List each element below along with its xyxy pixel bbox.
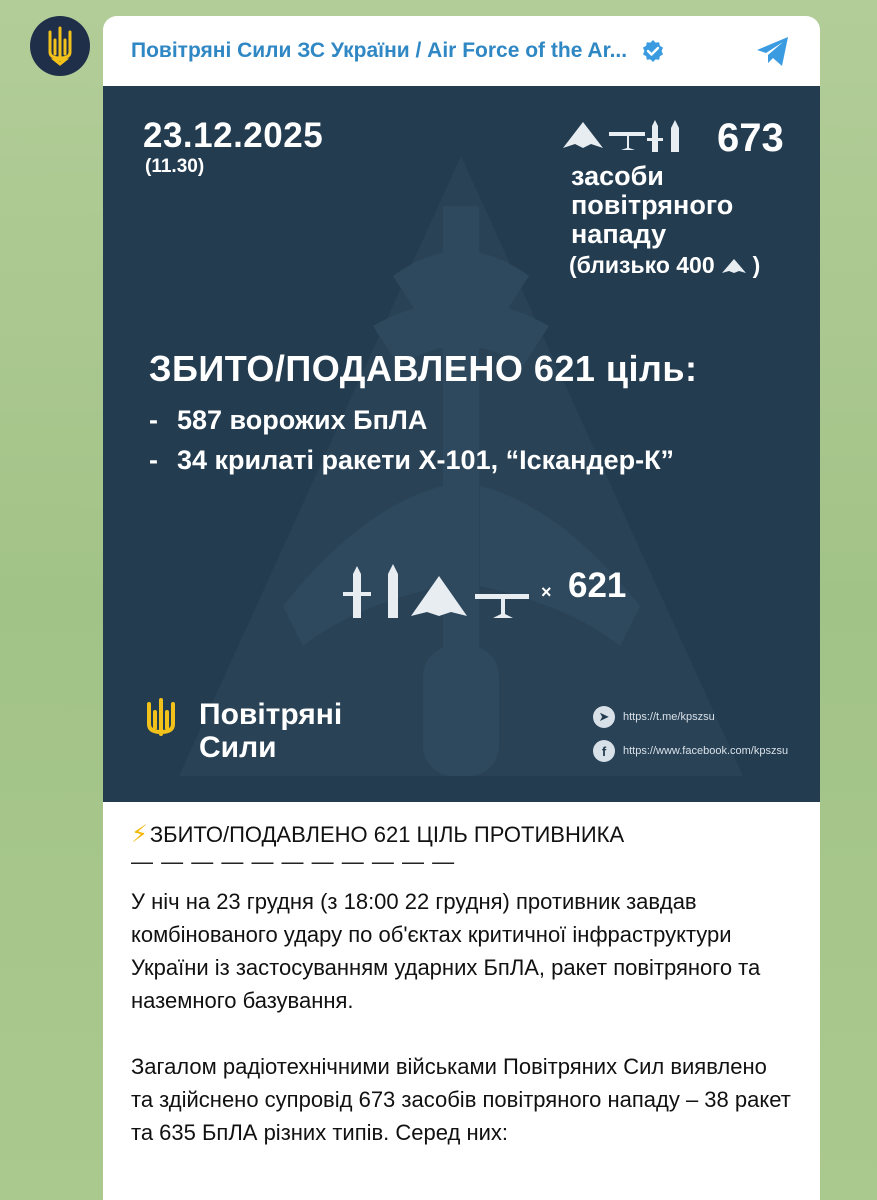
telegram-link (593, 706, 715, 728)
threat-types-icons (561, 118, 691, 154)
air-force-logo-icon (143, 698, 179, 738)
logo-line-1: Повітряні (199, 698, 343, 731)
message-text (103, 802, 820, 1149)
trident-icon (43, 26, 77, 66)
downed-item-text: 587 ворожих БпЛА (177, 405, 428, 435)
separator-dashes: — — — — — — — — — — — (131, 849, 456, 874)
uav-plane-icon (475, 594, 529, 618)
approx-text: (близько 400 (569, 252, 715, 278)
approx-close: ) (752, 252, 761, 278)
facebook-link-text: https://www.facebook.com/kpszsu (623, 745, 789, 757)
ballistic-missile-icon (671, 120, 679, 152)
downed-item-text: 34 крилаті ракети Х-101, “Іскандер-К” (177, 445, 675, 475)
shahed-drone-icon (563, 122, 603, 148)
ballistic-missile-icon (388, 564, 398, 618)
poster-date: 23.12.2025 (143, 116, 324, 155)
cruise-missile-icon (343, 566, 371, 618)
message-header (103, 16, 820, 86)
total-threats-label (571, 162, 733, 249)
logo-line-2: Сили (199, 731, 277, 764)
total-label-line-3: нападу (571, 219, 667, 249)
approx-drones-note (569, 252, 760, 279)
downed-item (149, 400, 674, 440)
channel-avatar[interactable] (30, 16, 90, 76)
downed-types-icons (339, 562, 535, 622)
channel-name[interactable]: Повітряні Сили ЗС України / Air Force of the Ar... (131, 39, 628, 62)
total-threats-count: 673 (717, 116, 784, 160)
uav-plane-icon (609, 132, 645, 150)
facebook-link (593, 740, 788, 762)
downed-title: ЗБИТО/ПОДАВЛЕНО 621 ціль: (149, 348, 698, 389)
lightning-icon: ⚡ (131, 821, 148, 848)
total-label-line-1: засоби (571, 161, 664, 191)
message-paragraph-1: У ніч на 23 грудня (з 18:00 22 грудня) противник завдав комбінованого удару по об'єктах критичної інфраструктури України із застосуванням ударних БпЛА, ракет повітряного та наземного базування. (131, 889, 761, 1013)
cruise-missile-icon (647, 120, 663, 152)
poster-time: (11.30) (145, 156, 205, 177)
telegram-small-icon: ➤ (593, 706, 615, 728)
multiplier-sign: × (541, 582, 552, 602)
downed-count: 621 (568, 566, 627, 605)
message-headline (131, 820, 792, 849)
telegram-icon[interactable] (754, 32, 792, 70)
facebook-icon: f (593, 740, 615, 762)
total-label-line-2: повітряного (571, 190, 734, 220)
infographic-image[interactable] (103, 86, 820, 802)
shahed-drone-icon (721, 258, 747, 274)
list-dash: - (149, 445, 158, 475)
verified-badge-icon (641, 39, 665, 63)
air-force-logo-text (199, 698, 342, 764)
message-bubble (103, 16, 820, 1200)
telegram-link-text: https://t.me/kpszsu (623, 711, 715, 723)
headline-text: ЗБИТО/ПОДАВЛЕНО 621 ЦІЛЬ ПРОТИВНИКА (149, 821, 625, 847)
downed-list (149, 400, 674, 480)
list-dash: - (149, 405, 158, 435)
shahed-drone-icon (411, 576, 467, 616)
message-paragraph-2: Загалом радіотехнічними військами Повітряних Сил виявлено та здійснено супровід 673 засобів повітряного нападу – 38 ракет та 635 БпЛА різних типів. Серед них: (131, 1054, 791, 1145)
downed-item (149, 440, 674, 480)
